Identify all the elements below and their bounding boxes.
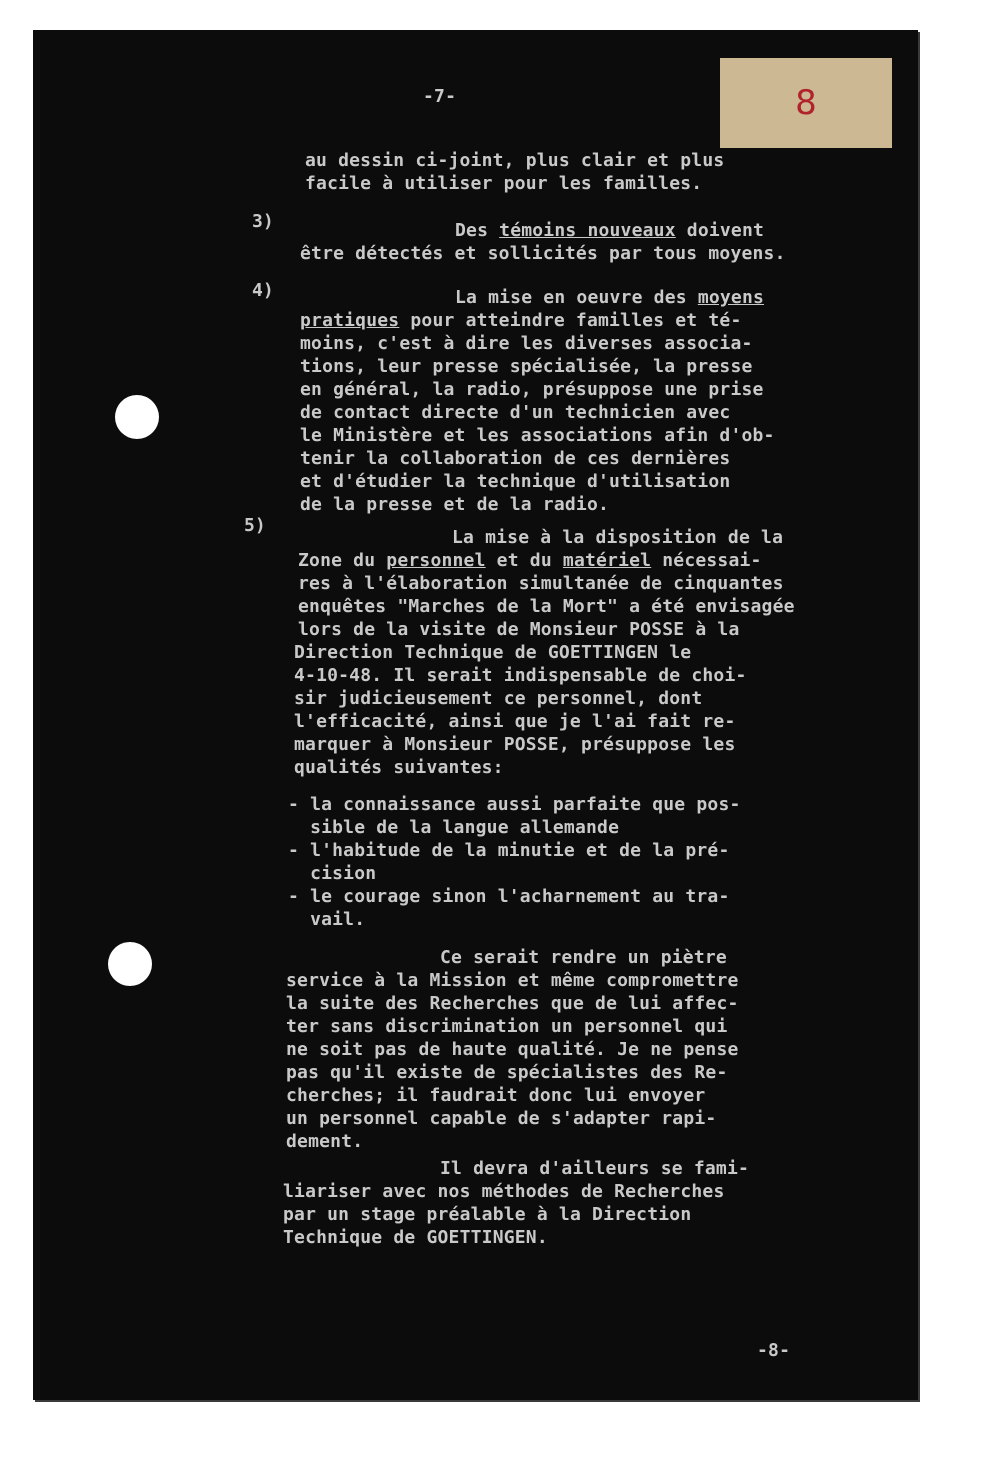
page-number-tag: [720, 58, 892, 148]
bullet-line: - la connaissance aussi parfaite que pos-: [288, 794, 741, 815]
bullet-line: - le courage sinon l'acharnement au tra-: [288, 886, 730, 907]
item5-line: marquer à Monsieur POSSE, présuppose les: [294, 734, 736, 755]
item5-line: 4-10-48. Il serait indispensable de choi-: [294, 665, 747, 686]
stage-line: liariser avec nos méthodes de Recherches: [283, 1181, 725, 1202]
item4-line: le Ministère et les associations afin d'ob-: [300, 425, 775, 446]
item4-line: moins, c'est à dire les diverses associa-: [300, 333, 753, 354]
intro-line: au dessin ci-joint, plus clair et plus: [305, 150, 725, 171]
item5-line: sir judicieusement ce personnel, dont: [294, 688, 703, 709]
service-line: ter sans discrimination un personnel qui: [286, 1016, 728, 1037]
stage-line: Technique de GOETTINGEN.: [283, 1227, 548, 1248]
service-line: pas qu'il existe de spécialistes des Re-: [286, 1062, 728, 1083]
service-line: service à la Mission et même compromettre: [286, 970, 739, 991]
item3-underlined: témoins nouveaux: [499, 220, 676, 241]
item4-line: tions, leur presse spécialisée, la presse: [300, 356, 753, 377]
item5-underlined-1: personnel: [386, 550, 486, 571]
service-line: Ce serait rendre un piètre: [440, 947, 727, 968]
service-line: cherches; il faudrait donc lui envoyer: [286, 1085, 706, 1106]
page-footer: -8-: [757, 1340, 791, 1361]
item4-underlined-2: pratiques: [300, 310, 400, 331]
item4-line: et d'étudier la technique d'utilisation: [300, 471, 731, 492]
item3-line: être détectés et sollicités par tous moyens.: [300, 243, 786, 264]
item5-line: lors de la visite de Monsieur POSSE à la: [298, 619, 740, 640]
stage-line: Il devra d'ailleurs se fami-: [440, 1158, 750, 1179]
service-line: ne soit pas de haute qualité. Je ne pense: [286, 1039, 739, 1060]
bullet-line: sible de la langue allemande: [288, 817, 620, 838]
item3-lead: Des: [455, 220, 500, 241]
item5-second-line: [298, 550, 762, 573]
page-number-tag-value: 8: [795, 83, 817, 123]
item5-line: res à l'élaboration simultanée de cinquantes: [298, 573, 784, 594]
service-line: un personnel capable de s'adapter rapi-: [286, 1108, 717, 1129]
item4-line: en général, la radio, présuppose une prise: [300, 379, 764, 400]
item-number: 4): [252, 280, 274, 301]
item5-line: Direction Technique de GOETTINGEN le: [294, 642, 692, 663]
punch-hole-bottom: [108, 942, 152, 986]
bullet-line: cision: [288, 863, 377, 884]
item5-underlined-2: matériel: [562, 550, 652, 571]
item4-lead: La mise en oeuvre des: [455, 287, 698, 308]
page-header: -7-: [423, 86, 457, 107]
item5-second-post: nécessai-: [651, 550, 762, 571]
item4-underlined-1: moyens: [697, 287, 765, 308]
service-line: dement.: [286, 1131, 364, 1152]
item3-rest: doivent: [675, 220, 765, 241]
item4-line: de la presse et de la radio.: [300, 494, 610, 515]
item4-second-line: [300, 310, 742, 333]
item5-second-pre: Zone du: [298, 550, 387, 571]
service-line: la suite des Recherches que de lui affec-: [286, 993, 739, 1014]
item4-line: tenir la collaboration de ces dernières: [300, 448, 731, 469]
bullet-line: vail.: [288, 909, 366, 930]
item4-rest: pour atteindre familles et té-: [399, 310, 742, 331]
item4-first-line: [455, 287, 764, 310]
bullet-line: - l'habitude de la minutie et de la pré-: [288, 840, 730, 861]
item5-line: enquêtes "Marches de la Mort" a été envisagée: [298, 596, 795, 617]
item5-line: l'efficacité, ainsi que je l'ai fait re-: [294, 711, 736, 732]
item5-line: qualités suivantes:: [294, 757, 504, 778]
item3-first-line: [455, 220, 764, 243]
punch-hole-top: [115, 395, 159, 439]
item4-line: de contact directe d'un technicien avec: [300, 402, 731, 423]
item5-first-line: La mise à la disposition de la: [452, 527, 784, 548]
item-number: 5): [244, 515, 266, 536]
stage-line: par un stage préalable à la Direction: [283, 1204, 692, 1225]
item-number: 3): [252, 211, 274, 232]
item5-second-mid: et du: [485, 550, 563, 571]
intro-line: facile à utiliser pour les familles.: [305, 173, 703, 194]
